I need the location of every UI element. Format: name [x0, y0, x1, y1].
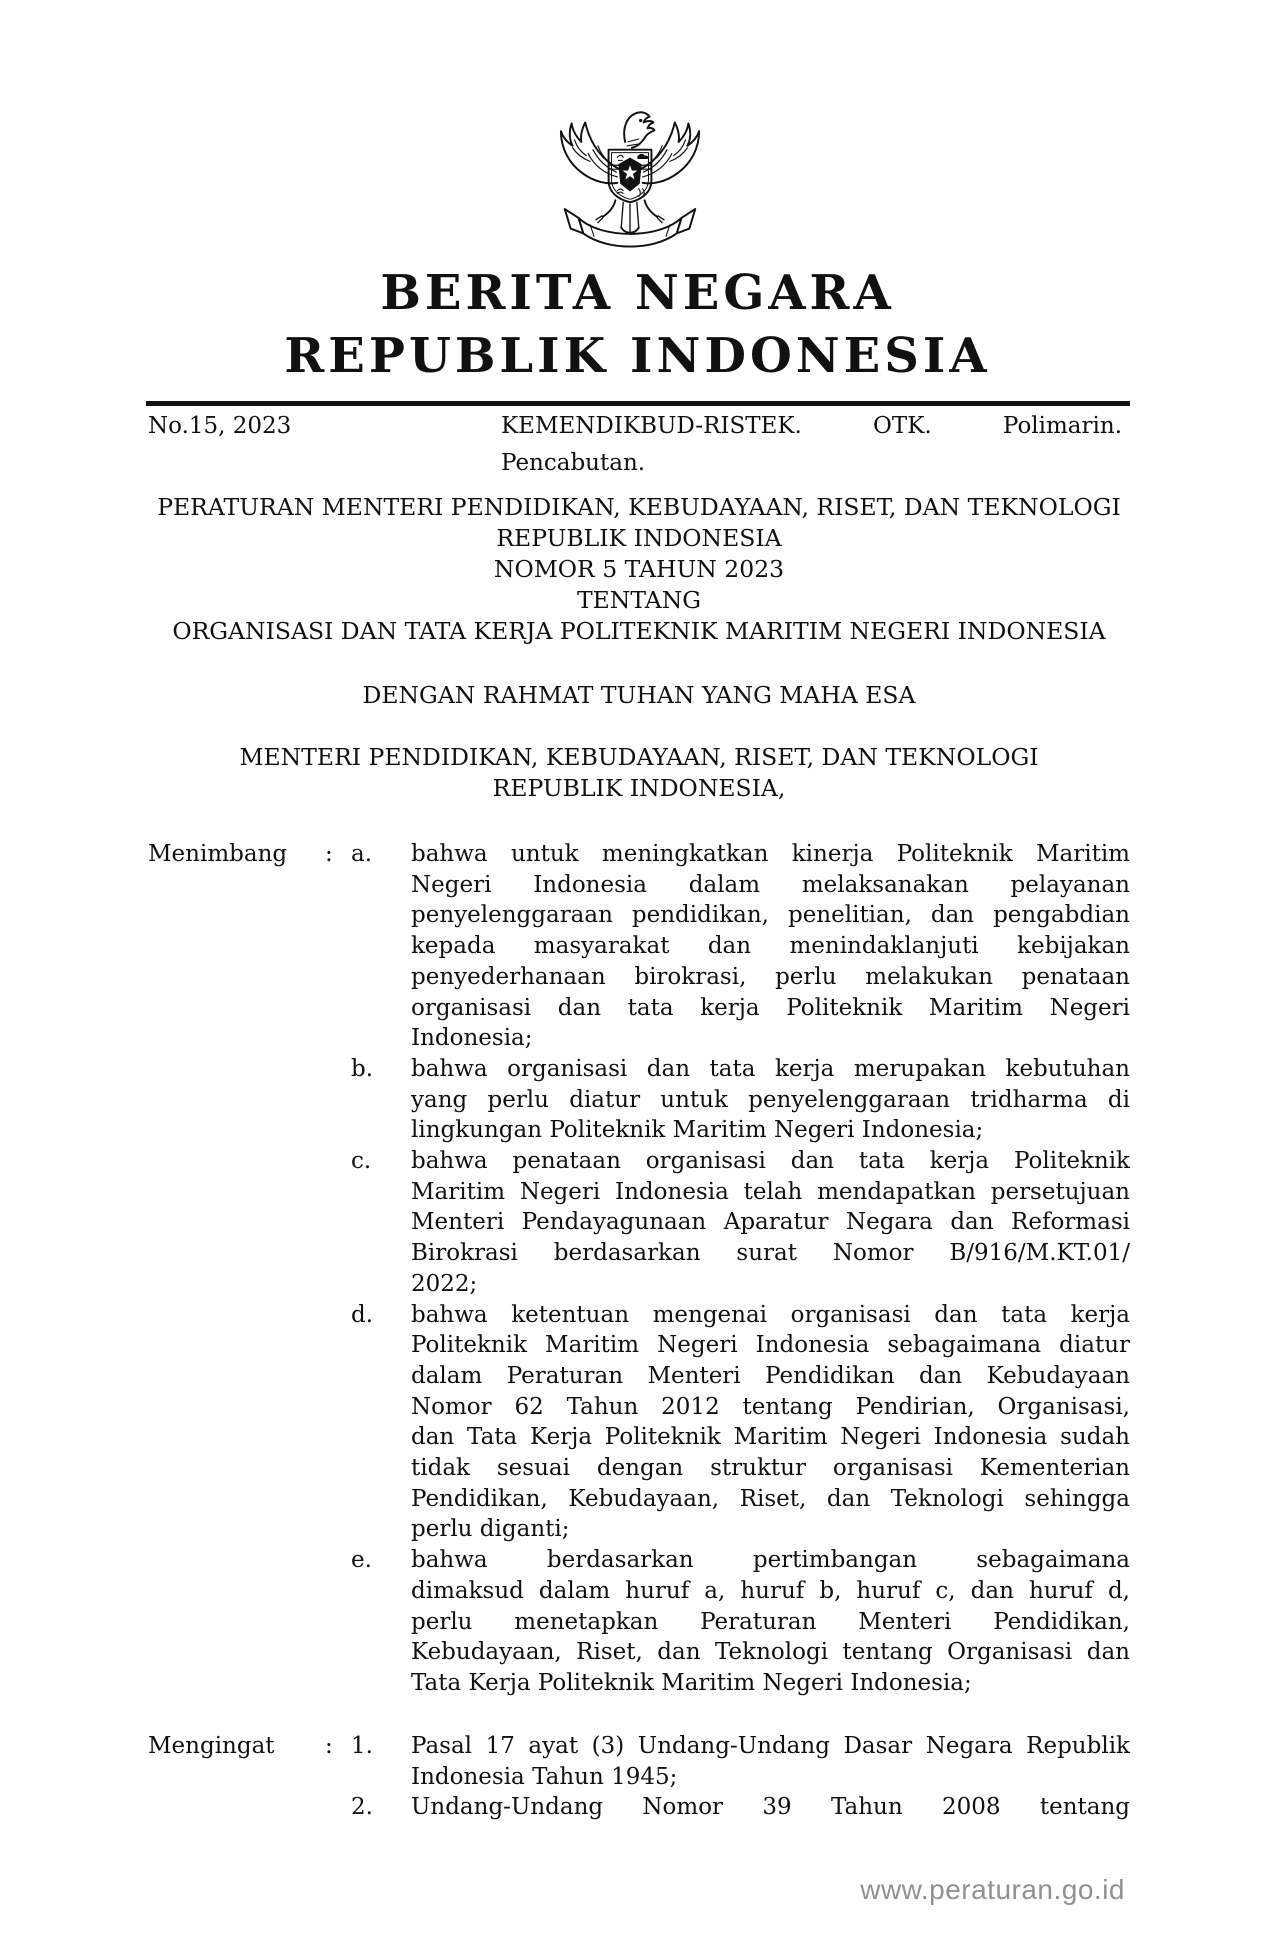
text-line: dalam Peraturan Menteri Pendidikan dan Kebudayaan — [411, 1362, 1130, 1389]
authority-line: REPUBLIK INDONESIA, — [492, 774, 786, 802]
garuda-emblem-svg — [557, 96, 703, 254]
text-line: yang perlu diatur untuk penyelenggaraan tridharma di — [411, 1086, 1130, 1113]
issue-number: No.15, 2023 — [148, 413, 292, 439]
garuda-pancasila-emblem — [557, 96, 703, 254]
menimbang-section — [148, 839, 1130, 1699]
text-line: Pendidikan, Kebudayaan, Riset, dan Teknologi sehingga — [411, 1485, 1130, 1512]
text-line: Kebudayaan, Riset, dan Teknologi tentang Organisasi dan — [411, 1639, 1130, 1666]
text-line: bahwa untuk meningkatkan kinerja Politeknik Maritim — [411, 841, 1130, 867]
regulation-title — [148, 492, 1130, 647]
text-line: perlu menetapkan Peraturan Menteri Pendidikan, — [411, 1608, 1130, 1635]
list-marker: 2. — [351, 1794, 373, 1821]
text-line: dan Tata Kerja Politeknik Maritim Negeri Indonesia sudah — [411, 1424, 1130, 1451]
mengingat-section — [148, 1731, 1130, 1823]
list-item — [351, 1054, 1130, 1146]
authority-block — [148, 742, 1130, 804]
text-line: bahwa ketentuan mengenai organisasi dan tata kerja — [411, 1301, 1130, 1328]
list-item — [351, 1300, 1130, 1546]
text-line: Nomor 62 Tahun 2012 tentang Pendirian, Organisasi, — [411, 1393, 1130, 1420]
text-line: Indonesia; — [411, 1025, 533, 1052]
issue-subject-line: KEMENDIKBUD-RISTEK. OTK. Polimarin. — [501, 413, 1122, 439]
title-line: TENTANG — [576, 586, 702, 614]
text-line: bahwa berdasarkan pertimbangan sebagaimana — [411, 1547, 1130, 1574]
issue-subject — [501, 408, 1122, 482]
text-line: Tata Kerja Politeknik Maritim Negeri Indonesia; — [411, 1669, 972, 1696]
text-line: Maritim Negeri Indonesia telah mendapatkan persetujuan — [411, 1178, 1130, 1205]
text-line: penyelenggaraan pendidikan, penelitian, dan pengabdian — [411, 902, 1130, 929]
text-line: perlu diganti; — [411, 1516, 570, 1543]
masthead-title-line1: BERITA NEGARA — [380, 265, 895, 321]
text-line: dimaksud dalam huruf a, huruf b, huruf c, dan huruf d, — [411, 1577, 1130, 1604]
list-item — [351, 1792, 1130, 1823]
text-line: organisasi dan tata kerja Politeknik Maritim Negeri — [411, 994, 1130, 1021]
menimbang-label: Menimbang — [148, 841, 288, 867]
text-line: kepada masyarakat dan menindaklanjuti kebijakan — [411, 933, 1130, 960]
list-marker: c. — [351, 1148, 372, 1175]
list-marker: 1. — [351, 1733, 373, 1759]
masthead-title-line2: REPUBLIK INDONESIA — [284, 328, 991, 384]
menimbang-colon: : — [325, 841, 333, 867]
mengingat-label: Mengingat — [148, 1733, 275, 1759]
list-item — [351, 1146, 1130, 1300]
text-line: lingkungan Politeknik Maritim Negeri Indonesia; — [411, 1117, 984, 1144]
text-line: penyederhanaan birokrasi, perlu melakukan penataan — [411, 963, 1130, 990]
title-line: NOMOR 5 TAHUN 2023 — [493, 555, 785, 583]
text-line: Negeri Indonesia dalam melaksanakan pelayanan — [411, 871, 1130, 898]
text-line: Menteri Pendayagunaan Aparatur Negara dan Reformasi — [411, 1209, 1130, 1236]
list-item — [351, 839, 1130, 1054]
footer-watermark-url: www.peraturan.go.id — [860, 1874, 1125, 1905]
title-line: ORGANISASI DAN TATA KERJA POLITEKNIK MARITIM NEGERI INDONESIA — [172, 617, 1106, 645]
masthead-title — [0, 262, 1275, 388]
title-line: REPUBLIK INDONESIA — [496, 524, 782, 552]
list-marker: e. — [351, 1547, 372, 1574]
text-line: Politeknik Maritim Negeri Indonesia sebagaimana diatur — [411, 1332, 1130, 1359]
text-line: 2022; — [411, 1270, 478, 1297]
text-line: Birokrasi berdasarkan surat Nomor B/916/M.KT.01/ — [411, 1240, 1130, 1267]
title-line: PERATURAN MENTERI PENDIDIKAN, KEBUDAYAAN, RISET, DAN TEKNOLOGI — [157, 493, 1121, 521]
text-line: Pasal 17 ayat (3) Undang-Undang Dasar Negara Republik — [411, 1733, 1130, 1759]
masthead-rule — [146, 401, 1130, 406]
text-line: bahwa penataan organisasi dan tata kerja Politeknik — [411, 1148, 1130, 1175]
issue-subject-line: Pencabutan. — [501, 450, 646, 476]
list-item — [351, 1731, 1130, 1792]
list-marker: d. — [351, 1301, 374, 1328]
text-line: Undang-Undang Nomor 39 Tahun 2008 tentang — [411, 1794, 1130, 1821]
text-line: Indonesia Tahun 1945; — [411, 1763, 678, 1790]
text-line: bahwa organisasi dan tata kerja merupakan kebutuhan — [411, 1055, 1130, 1082]
list-marker: b. — [351, 1055, 374, 1082]
list-marker: a. — [351, 841, 373, 867]
invocation-line: DENGAN RAHMAT TUHAN YANG MAHA ESA — [362, 681, 916, 709]
text-line: tidak sesuai dengan struktur organisasi Kementerian — [411, 1455, 1130, 1482]
mengingat-colon: : — [325, 1733, 333, 1759]
list-item — [351, 1545, 1130, 1699]
authority-line: MENTERI PENDIDIKAN, KEBUDAYAAN, RISET, DAN TEKNOLOGI — [239, 743, 1039, 771]
